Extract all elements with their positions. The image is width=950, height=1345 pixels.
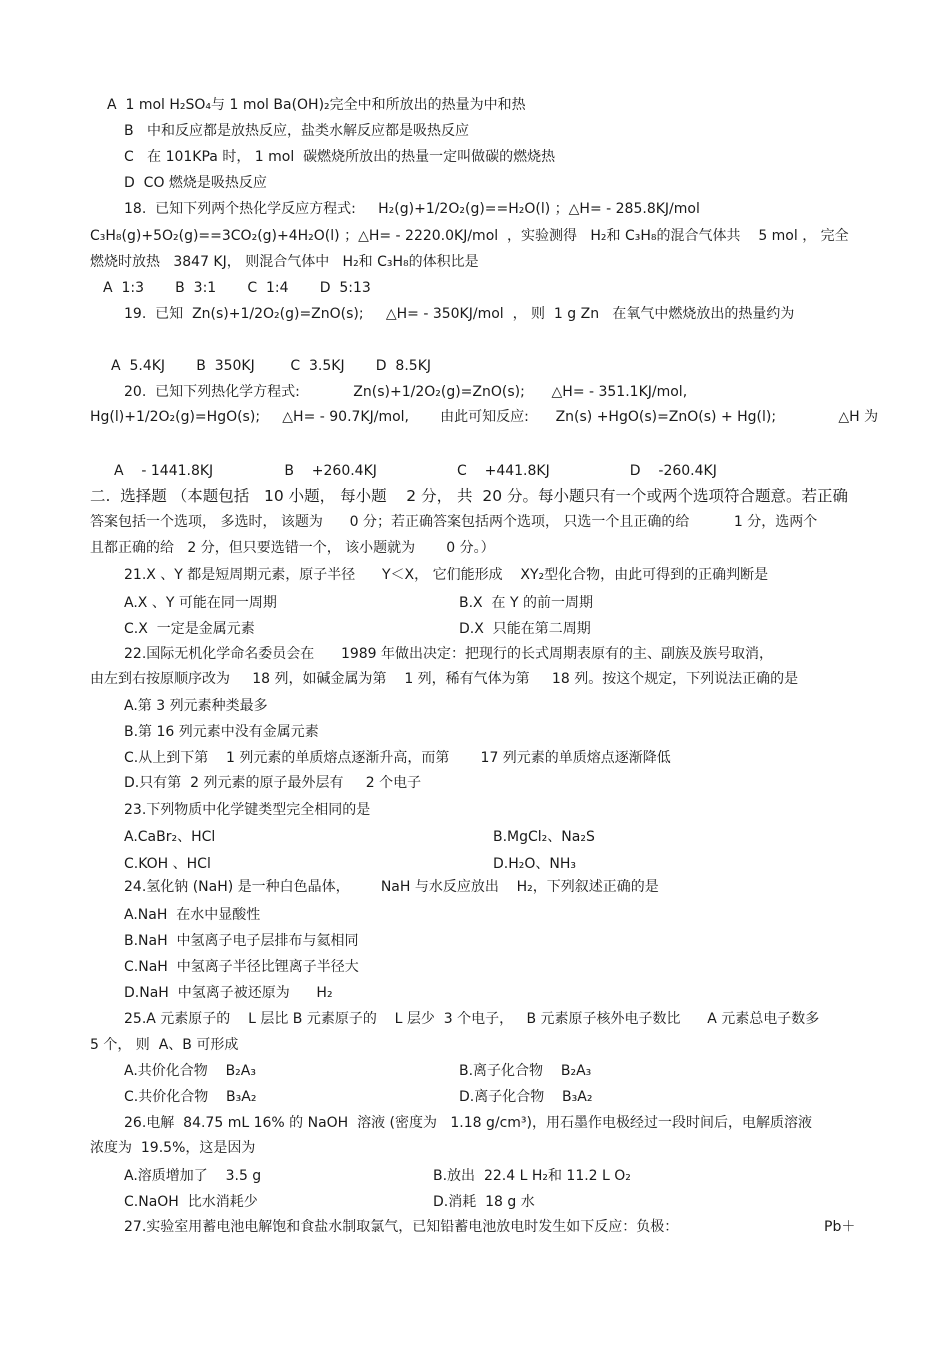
q24-stem: 24.氢化钠 (NaH) 是一种白色晶体， NaH 与水反应放出 H₂，下列叙述正确的是 <box>124 879 659 895</box>
q20-stem-1: 20. 已知下列热化学方程式: Zn(s)+1/2O₂(g)=ZnO(s); △H= - 351.1KJ/mol, <box>124 384 688 400</box>
q26-stem-2: 浓度为 19.5%，这是因为 <box>90 1140 256 1156</box>
q24-option-d: D.NaH 中氢离子被还原为 H₂ <box>124 985 333 1001</box>
q26-stem-1: 26.电解 84.75 mL 16% 的 NaOH 溶液 (密度为 1.18 g/cm³)，用石墨作电极经过一段时间后，电解质溶液 <box>124 1115 812 1131</box>
q17-option-b: B 中和反应都是放热反应，盐类水解反应都是吸热反应 <box>124 123 469 139</box>
q27-stem-tail: Pb＋ <box>824 1219 856 1235</box>
q25-option-b: B.离子化合物 B₂A₃ <box>459 1063 592 1079</box>
q25-option-d: D.离子化合物 B₃A₂ <box>459 1089 593 1105</box>
q26-option-a: A.溶质增加了 3.5 g <box>124 1168 262 1184</box>
q26-option-c: C.NaOH 比水消耗少 <box>124 1194 258 1210</box>
q23-option-b: B.MgCl₂、Na₂S <box>493 829 595 845</box>
q19-stem: 19. 已知 Zn(s)+1/2O₂(g)=ZnO(s); △H= - 350KJ/mol ， 则 1 g Zn 在氧气中燃烧放出的热量约为 <box>124 306 795 322</box>
q25-option-a: A.共价化合物 B₂A₃ <box>124 1063 256 1079</box>
q24-option-c: C.NaH 中氢离子半径比锂离子半径大 <box>124 959 359 975</box>
q22-option-d: D.只有第 2 列元素的原子最外层有 2 个电子 <box>124 775 422 791</box>
q21-option-b: B.X 在 Y 的前一周期 <box>459 595 593 611</box>
q18-options: A 1:3 B 3:1 C 1:4 D 5:13 <box>103 280 371 296</box>
q24-option-a: A.NaH 在水中显酸性 <box>124 907 261 923</box>
q19-options: A 5.4KJ B 350KJ C 3.5KJ D 8.5KJ <box>111 358 431 374</box>
q17-option-c: C 在 101KPa 时， 1 mol 碳燃烧所放出的热量一定叫做碳的燃烧热 <box>124 149 556 165</box>
q17-option-d: D CO 燃烧是吸热反应 <box>124 175 267 191</box>
q23-option-c: C.KOH 、HCl <box>124 856 211 872</box>
q21-option-a: A.X 、Y 可能在同一周期 <box>124 595 277 611</box>
q17-option-a: A 1 mol H₂SO₄与 1 mol Ba(OH)₂完全中和所放出的热量为中和热 <box>107 97 526 113</box>
q18-stem-3: 燃烧时放热 3847 KJ， 则混合气体中 H₂和 C₃H₈的体积比是 <box>90 254 479 270</box>
q22-option-b: B.第 16 列元素中没有金属元素 <box>124 724 319 740</box>
q21-stem: 21.X 、Y 都是短周期元素，原子半径 Y＜X， 它们能形成 XY₂型化合物，由此可得到的正确判断是 <box>124 567 769 583</box>
q23-stem: 23.下列物质中化学键类型完全相同的是 <box>124 802 371 818</box>
q23-option-d: D.H₂O、NH₃ <box>493 856 577 872</box>
q21-option-d: D.X 只能在第二周期 <box>459 621 591 637</box>
q18-stem-1: 18. 已知下列两个热化学反应方程式: H₂(g)+1/2O₂(g)==H₂O(l) ；△H= - 285.8KJ/mol <box>124 201 700 217</box>
q23-option-a: A.CaBr₂、HCl <box>124 829 216 845</box>
section-2-instructions-3: 且都正确的给 2 分，但只要选错一个， 该小题就为 0 分。） <box>90 540 495 556</box>
q26-option-d: D.消耗 18 g 水 <box>433 1194 535 1210</box>
q21-option-c: C.X 一定是金属元素 <box>124 621 255 637</box>
q25-option-c: C.共价化合物 B₃A₂ <box>124 1089 257 1105</box>
section-2-heading: 二. 选择题 （本题包括 10 小题， 每小题 2 分， 共 20 分。每小题只有一个或两个选项符合题意。若正确 <box>90 487 848 505</box>
q22-stem-2: 由左到右按原顺序改为 18 列，如碱金属为第 1 列，稀有气体为第 18 列。按这个规定，下列说法正确的是 <box>90 671 799 687</box>
q25-stem-2: 5 个， 则 A、B 可形成 <box>90 1037 239 1053</box>
q22-option-a: A.第 3 列元素种类最多 <box>124 698 268 714</box>
q24-option-b: B.NaH 中氢离子电子层排布与氦相同 <box>124 933 359 949</box>
q25-stem-1: 25.A 元素原子的 L 层比 B 元素原子的 L 层少 3 个电子， B 元素原子核外电子数比 A 元素总电子数多 <box>124 1011 820 1027</box>
q18-stem-2: C₃H₈(g)+5O₂(g)==3CO₂(g)+4H₂O(l) ；△H= - 2220.0KJ/mol ，实验测得 H₂和 C₃H₈的混合气体共 5 mol ， 完全 <box>90 228 849 244</box>
q20-stem-2: Hg(l)+1/2O₂(g)=HgO(s); △H= - 90.7KJ/mol, 由此可知反应: Zn(s) +HgO(s)=ZnO(s) + Hg(l); △H 为 <box>90 409 879 425</box>
q22-stem-1: 22.国际无机化学命名委员会在 1989 年做出决定：把现行的长式周期表原有的主、副族及族号取消， <box>124 646 774 662</box>
q26-option-b: B.放出 22.4 L H₂和 11.2 L O₂ <box>433 1168 631 1184</box>
q27-stem: 27.实验室用蓄电池电解饱和食盐水制取氯气，已知铅蓄电池放电时发生如下反应：负极： <box>124 1219 679 1235</box>
q20-options: A - 1441.8KJ B +260.4KJ C +441.8KJ D -260.4KJ <box>114 463 717 479</box>
q22-option-c: C.从上到下第 1 列元素的单质熔点逐渐升高，而第 17 列元素的单质熔点逐渐降低 <box>124 750 671 766</box>
section-2-instructions-2: 答案包括一个选项， 多选时， 该题为 0 分；若正确答案包括两个选项， 只选一个且正确的给 1 分，选两个 <box>90 514 818 530</box>
